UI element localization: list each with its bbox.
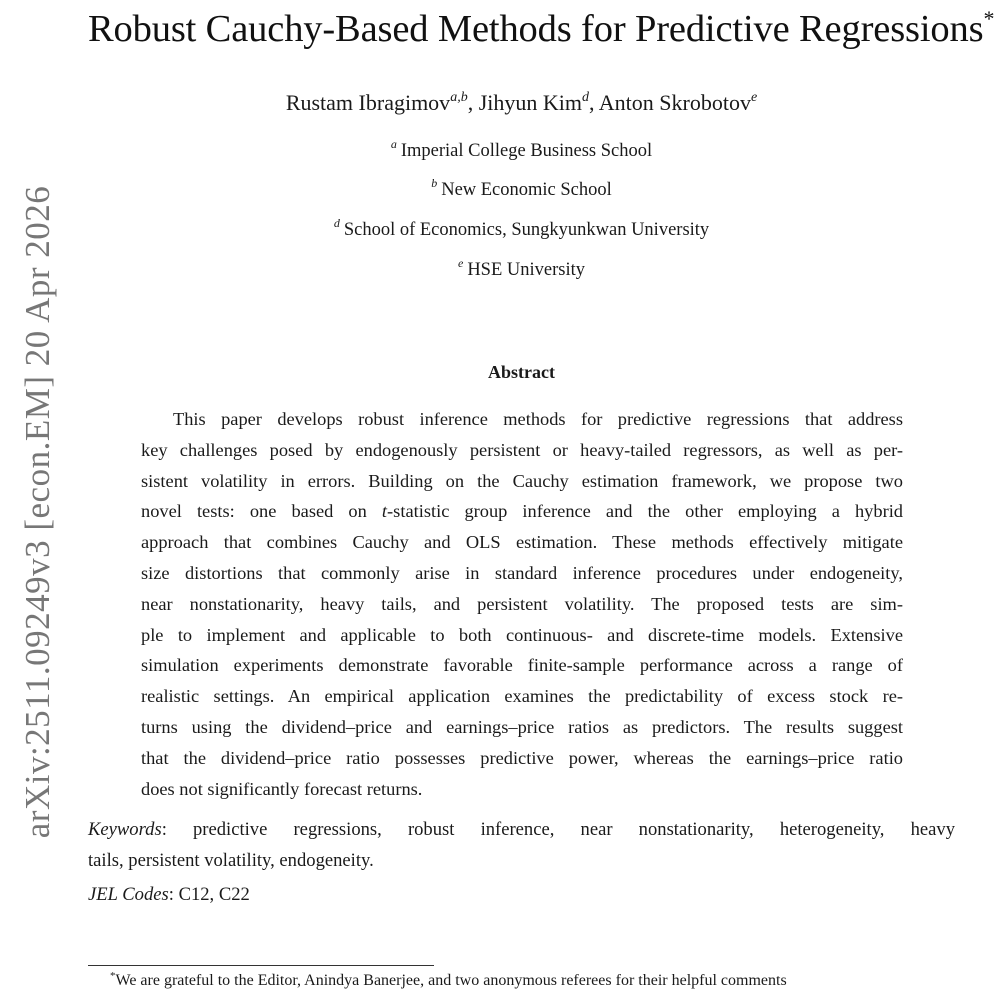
author-affiliation-mark: a,b	[450, 90, 468, 105]
keywords-line: tails, persistent volatility, endogeneity.	[88, 849, 374, 871]
author-affiliation-mark: e	[750, 90, 758, 105]
jel-codes	[88, 884, 250, 906]
abstract-line: realistic settings. An empirical application examines the predictability of excess stock re-	[141, 686, 903, 707]
author-name: Jihyun Kim	[478, 90, 582, 115]
affiliation-mark: a	[390, 137, 397, 151]
keywords-line	[88, 815, 955, 846]
affiliation-e	[88, 256, 955, 281]
affiliation-mark: e	[457, 256, 464, 270]
affiliation-name: New Economic School	[441, 180, 612, 200]
abstract-line: sistent volatility in errors. Building on the Cauchy estimation framework, we propose two	[141, 470, 903, 491]
author-name: Rustam Ibragimov	[285, 90, 451, 115]
abstract-heading: Abstract	[488, 362, 555, 382]
affiliation-mark: b	[431, 176, 438, 190]
paper-title	[88, 6, 994, 51]
abstract-line: key challenges posed by endogenously persistent or heavy-tailed regressors, as well as per-	[141, 439, 903, 460]
abstract-line: This paper develops robust inference methods for predictive regressions that address	[173, 409, 903, 429]
keywords-label: Keywords	[88, 819, 162, 840]
author-name: Anton Skrobotov	[598, 90, 751, 115]
footnote	[110, 970, 787, 990]
author-affiliation-mark: d	[581, 90, 589, 105]
abstract-line: novel tests: one based on t-statistic group inference and the other employing a hybrid	[141, 501, 904, 522]
abstract-text	[141, 404, 903, 804]
author-list	[88, 90, 955, 116]
footnote-divider	[88, 965, 434, 966]
jel-values: : C12, C22	[168, 884, 250, 905]
jel-label: JEL Codes	[88, 884, 169, 905]
keywords	[88, 815, 955, 876]
arxiv-identifier: arXiv:2511.09249v3 [econ.EM] 20 Apr 2026	[18, 185, 57, 839]
abstract-line: ple to implement and applicable to both continuous- and discrete-time models. Extensive	[141, 624, 903, 645]
affiliation-b	[88, 176, 955, 201]
abstract-line: simulation experiments demonstrate favorable finite-sample performance across a range of	[141, 655, 903, 676]
affiliation-a	[88, 137, 955, 162]
author-separator: ,	[467, 90, 479, 115]
affiliation-name: Imperial College Business School	[400, 141, 653, 161]
abstract-line: turns using the dividend–price and earnings–price ratios as predictors. The results suggest	[141, 716, 903, 737]
affiliation-d	[88, 216, 955, 241]
abstract-line: does not significantly forecast returns.	[141, 778, 423, 799]
abstract-line: size distortions that commonly arise in standard inference procedures under endogeneity,	[141, 562, 903, 583]
affiliation-name: School of Economics, Sungkyunkwan University	[343, 220, 710, 240]
keywords-text: : predictive regressions, robust inference, near nonstationarity, heterogeneity, heavy	[161, 819, 955, 840]
title-footnote-mark: *	[983, 6, 994, 31]
author-separator: ,	[588, 90, 599, 115]
footnote-mark: *	[110, 970, 116, 982]
title-text: Robust Cauchy-Based Methods for Predictive Regressions	[88, 8, 984, 50]
abstract-line: near nonstationarity, heavy tails, and persistent volatility. The proposed tests are sim-	[141, 593, 903, 614]
affiliation-mark: d	[333, 216, 340, 230]
affiliation-name: HSE University	[467, 260, 585, 280]
abstract-line: approach that combines Cauchy and OLS estimation. These methods effectively mitigate	[141, 532, 903, 553]
footnote-text: We are grateful to the Editor, Anindya Banerjee, and two anonymous referees for their helpful comments	[115, 972, 787, 989]
abstract-line: that the dividend–price ratio possesses predictive power, whereas the earnings–price ratio	[141, 747, 903, 768]
